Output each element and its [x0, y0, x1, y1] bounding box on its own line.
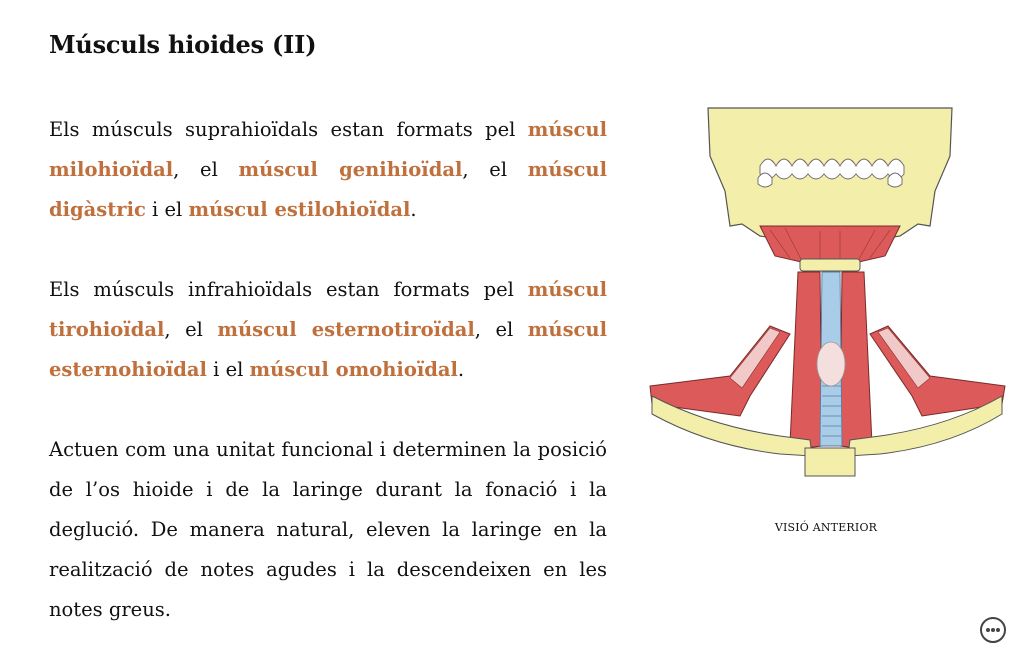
page-title: Músculs hioides (II)	[49, 30, 317, 59]
anatomy-illustration	[630, 96, 1020, 496]
paragraph-suprahyoid	[49, 110, 607, 230]
ellipsis-circle-icon	[982, 619, 1004, 641]
hyoid-bone	[800, 259, 860, 271]
text-span: i el	[145, 198, 189, 221]
figure-caption: VISIÓ ANTERIOR	[774, 521, 878, 534]
text-span: .	[457, 358, 465, 381]
text-span: , el	[474, 318, 528, 341]
more-options-button[interactable]	[980, 617, 1006, 643]
term-tirohioidal: múscul tirohioïdal	[49, 278, 607, 341]
paragraph-function: Actuen com una unitat funcional i determinen la posició de l’os hioide i de la laringe durant la fonació i la deglució. De manera natural, eleven la laringe en la realització de notes agudes i la descendeixen en les notes greus.	[49, 438, 607, 621]
neck-muscles-drawing	[630, 96, 1020, 496]
sternum	[805, 448, 855, 476]
text-span: , el	[173, 158, 239, 181]
term-genihioidal: múscul genihioïdal	[238, 158, 463, 181]
term-esternohioidal: múscul esternohioïdal	[49, 318, 608, 381]
paragraph-infrahyoid	[49, 270, 607, 390]
text-span: , el	[462, 158, 528, 181]
text-span: , el	[164, 318, 218, 341]
text-span: Els músculs suprahioïdals estan formats pel	[49, 118, 528, 141]
term-milohioidal: múscul milohioïdal	[49, 118, 607, 181]
text-span: i el	[206, 358, 250, 381]
term-esternotiroidal: múscul esternotiroïdal	[217, 318, 475, 341]
term-estilohioidal: múscul estilohioïdal	[188, 198, 411, 221]
text-span: Els músculs infrahioïdals estan formats pel	[49, 278, 528, 301]
body-text	[49, 110, 607, 630]
thyroid-gland	[817, 342, 845, 386]
term-omohioidal: múscul omohioïdal	[249, 358, 458, 381]
term-digastric: múscul digàstric	[49, 158, 608, 221]
text-span: .	[410, 198, 417, 221]
